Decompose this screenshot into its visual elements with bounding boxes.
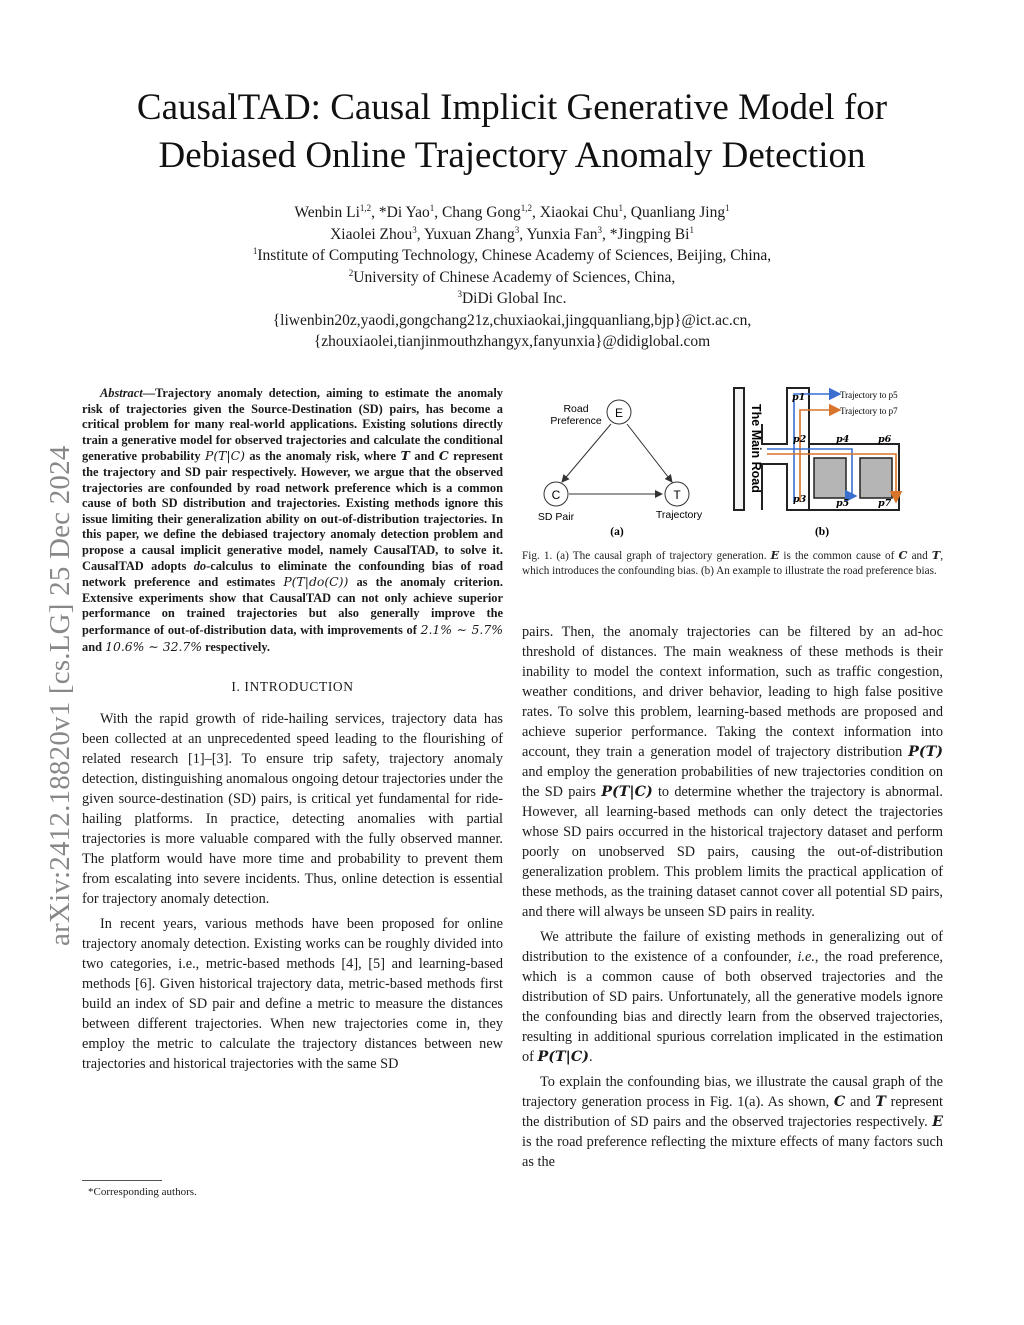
body-text: We attribute the failure of existing methods in generalizing out of distribution to the existence of a confounder, (522, 929, 943, 965)
caption-text: , which introduces the confounding bias. (b) An example to illustrate the road preference bias. (522, 550, 943, 577)
affiliation-text: DiDi Global Inc. (461, 290, 567, 307)
caption-text: is the common cause of (779, 550, 899, 562)
author-name: Xiaolei Zhou (330, 225, 413, 243)
author-sup: 3 (412, 224, 417, 235)
author-sup: 1 (618, 202, 624, 213)
causal-graph (538, 400, 703, 538)
affiliation-text: University of Chinese Academy of Sciences, China, (353, 268, 676, 286)
affiliation-text: Institute of Computing Technology, Chinese Academy of Sciences, Beijing, China, (257, 247, 772, 264)
math-expr: C (898, 548, 908, 562)
main-road-label: The Main Road (749, 404, 763, 493)
affiliation-sup: 2 (348, 267, 354, 278)
math-expr: C (438, 448, 449, 464)
trajectory-label: Trajectory (655, 509, 703, 521)
title-line-1: CausalTAD: Causal Implicit Generative Model for (136, 87, 888, 128)
math-expr: P(T|C) (205, 448, 245, 464)
page-title (60, 84, 964, 180)
body-text: is the road preference reflecting the mixture effects of many factors such as the (522, 1134, 943, 1170)
body-text: and (845, 1094, 876, 1110)
section-heading-introduction: I. INTRODUCTION (231, 679, 354, 695)
author-sup: 1,2 (520, 202, 533, 213)
point-p4-label: p4 (836, 434, 850, 445)
math-expr: E (932, 1114, 943, 1130)
author-name: , *Jingping Bi (602, 225, 690, 243)
author-line-1 (120, 202, 904, 224)
edge-e-t (627, 424, 672, 482)
body-text: pairs. Then, the anomaly trajectories can be filtered by an ad-hoc threshold of distances. The main weakness of these methods is their inability to model the context information, such as traffic congestion, weather conditions, and driver behavior, leading to high false positive rates. To solve this problem, learning-based methods are proposed and achieve superior performance. Taking the context information into account, they train a generation model of trajectory distribution (522, 624, 943, 760)
main-road (734, 388, 744, 510)
math-expr: P(T) (908, 744, 943, 760)
legend-blue-label: Trajectory to p5 (840, 390, 898, 400)
author-sup: 1,2 (359, 202, 372, 213)
footnote-rule (82, 1180, 162, 1181)
sd-pair-label: SD Pair (537, 511, 575, 523)
abstract-label: Abstract (100, 386, 143, 400)
author-sup: 1 (725, 202, 730, 213)
author-name: , *Di Yao (371, 204, 430, 221)
author-name: , Xiaokai Chu (532, 204, 619, 221)
body-text: , the road preference, which is a common cause of both observed trajectories and the distribution of SD pairs. Unfortunately, all the generative models ignore the confounding bias and directly learn from the observed trajectories, resulting in additional spurious correlation implicated in the estimation of (522, 949, 943, 1065)
affiliation-2 (120, 267, 904, 289)
author-sup: 3 (597, 224, 603, 235)
point-p5-label: p5 (836, 498, 850, 509)
abstract-italic: do (193, 558, 207, 573)
road-example (734, 388, 899, 538)
abstract-text: -calculus to eliminate the confounding bias of road network preference and estimates (82, 558, 503, 590)
right-column (522, 622, 943, 1177)
right-paragraph-2 (522, 927, 943, 1067)
author-sup: 1 (689, 224, 694, 235)
node-c-label: C (551, 488, 561, 502)
point-p7-label: p7 (878, 498, 892, 509)
subfigure-a-label: (a) (610, 526, 624, 538)
body-text: to determine whether the trajectory is abnormal. However, all learning-based methods can only detect the trajectories whose SD pairs occurred in the historical trajectory dataset and perform poorly on unobserved SD pairs, causing the out-of-distribution generalization problem. This problem limits the practical application of these methods, as the training dataset cannot cover all potential SD pairs, and there will always be unseen SD pairs in reality. (522, 784, 944, 920)
abstract-text: as the anomaly risk, where (244, 449, 401, 464)
author-sup: 1 (429, 202, 435, 213)
math-expr: T (875, 1094, 886, 1110)
right-paragraph-1 (522, 622, 943, 922)
road-preference-label: Preference (550, 415, 602, 427)
email-line-2: {zhouxiaolei,tianjinmouthzhangyx,fanyunxia}@didiglobal.com (313, 333, 711, 350)
affiliation-sup: 1 (252, 245, 258, 256)
road-preference-label: Road (563, 403, 589, 415)
building-block (814, 458, 846, 498)
node-t-label: T (673, 488, 681, 502)
edge-e-c (562, 424, 611, 482)
author-name: Wenbin Li (294, 204, 360, 221)
abstract-text: and (82, 639, 106, 654)
point-p1-label: p1 (792, 392, 806, 403)
math-expr: E (770, 548, 780, 562)
intro-paragraph-2: In recent years, various methods have been proposed for online trajectory anomaly detection. Existing works can be roughly divided into two categories, i.e., metric-based methods [4], [5] and learning-based methods [6]. Given historical trajectory data, metric-based methods first build an index of SD pair and define a metric to measure the distances between different trajectories. When new trajectories come in, they employ the metric to calculate the trajectory distances between new trajectories and historical trajectories with the same SD (82, 916, 503, 1073)
author-name: , Yunxia Fan (519, 225, 598, 243)
point-p6-label: p6 (878, 434, 892, 445)
author-block (120, 202, 904, 353)
point-p3-label: p3 (793, 494, 807, 505)
abstract-text: —Trajectory anomaly detection, aiming to estimate the anomaly risk of trajectories given the Source-Destination (SD) pairs, has become a critical problem for many real-world applications. Existing solutions directly train a generative model for observed trajectories and calculate the conditional generative probability (82, 386, 503, 464)
figure-1-svg (522, 384, 952, 544)
math-expr: C (833, 1094, 846, 1110)
math-expr: P(T|C) (601, 784, 653, 800)
math-expr: T (400, 448, 410, 464)
left-column (82, 386, 503, 1079)
math-expr: P(T|do(C)) (283, 574, 349, 590)
abstract-text: as the anomaly criterion. Extensive experiments show that CausalTAD can not only achieve superior performance on trained trajectories but also generally improve the performance of out-of-distribution data, with improvements of (82, 575, 503, 637)
body-italic: i.e. (797, 949, 815, 965)
caption-text: and (907, 550, 932, 562)
figure-caption (522, 548, 943, 578)
subfigure-b-label: (b) (814, 526, 830, 538)
figure-1 (522, 384, 952, 544)
title-line-2: Debiased Online Trajectory Anomaly Detection (158, 135, 866, 176)
author-sup: 3 (514, 224, 520, 235)
legend-orange-label: Trajectory to p7 (840, 406, 898, 416)
affiliation-sup: 3 (457, 288, 462, 299)
caption-text: Fig. 1. (a) The causal graph of trajectory generation. (522, 550, 771, 562)
intro-paragraph-1: With the rapid growth of ride-hailing services, trajectory data has been collected at an unprecedented speed leading to the flourishing of related research [1]–[3]. To ensure trip safety, trajectory anomaly detection, distinguishing anomalous ongoing detour trajectories under the given source-destination (SD) pairs, is critical yet fundamental for ride-hailing platforms. In practice, detecting anomalies with partial trajectories is more valuable compared with the fully observed manner. The platform would have more time and probability to prevent them from escalating into severe incidents. Thus, online detection is essential for trajectory anomaly detection. (82, 711, 503, 908)
author-name: , Chang Gong (434, 204, 521, 221)
author-line-2 (120, 224, 904, 246)
body-text: To explain the confounding bias, we illustrate the causal graph of the trajectory generation process in Fig. 1(a). As shown, (522, 1074, 943, 1110)
author-name: , Quanliang Jing (623, 204, 726, 221)
footnote: *Corresponding authors. (88, 1186, 197, 1198)
right-paragraph-3 (522, 1072, 943, 1172)
affiliation-3 (120, 288, 904, 310)
body-text: represent the distribution of SD pairs and the observed trajectories respectively. (522, 1094, 944, 1130)
body-text: and employ the generation probabilities of new trajectories condition on the SD pairs (522, 764, 943, 800)
node-e-label: E (614, 406, 624, 420)
math-expr: 2.1% ∼ 5.7% (420, 621, 503, 637)
abstract-text: and (409, 449, 439, 464)
abstract-text: respectively. (202, 639, 270, 654)
point-p2-label: p2 (793, 434, 807, 445)
body-text: . (588, 1049, 593, 1065)
arxiv-watermark: arXiv:2412.18820v1 [cs.LG] 25 Dec 2024 (44, 445, 76, 946)
math-expr: T (931, 548, 941, 562)
abstract-text: represent the trajectory and SD pair respectively. However, we argue that the observed trajectories are confounded by road network preference which is a common cause of both SD distribution and trajectories. Existing methods ignore this issue limiting their generalization ability on out-of-distribution trajectories. In this paper, we define the debiased trajectory anomaly detection problem and propose a causal implicit generative model, namely CausalTAD, to solve it. CausalTAD adopts (82, 449, 503, 573)
math-expr: 10.6% ∼ 32.7% (105, 638, 203, 654)
math-expr: P(T|C) (537, 1049, 589, 1065)
email-line-1: {liwenbin20z,yaodi,gongchang21z,chuxiaokai,jingquanliang,bjp}@ict.ac.cn, (272, 311, 752, 329)
author-name: , Yuxuan Zhang (416, 225, 515, 243)
abstract (82, 386, 503, 655)
building-block (860, 458, 892, 498)
affiliation-1 (120, 245, 904, 267)
